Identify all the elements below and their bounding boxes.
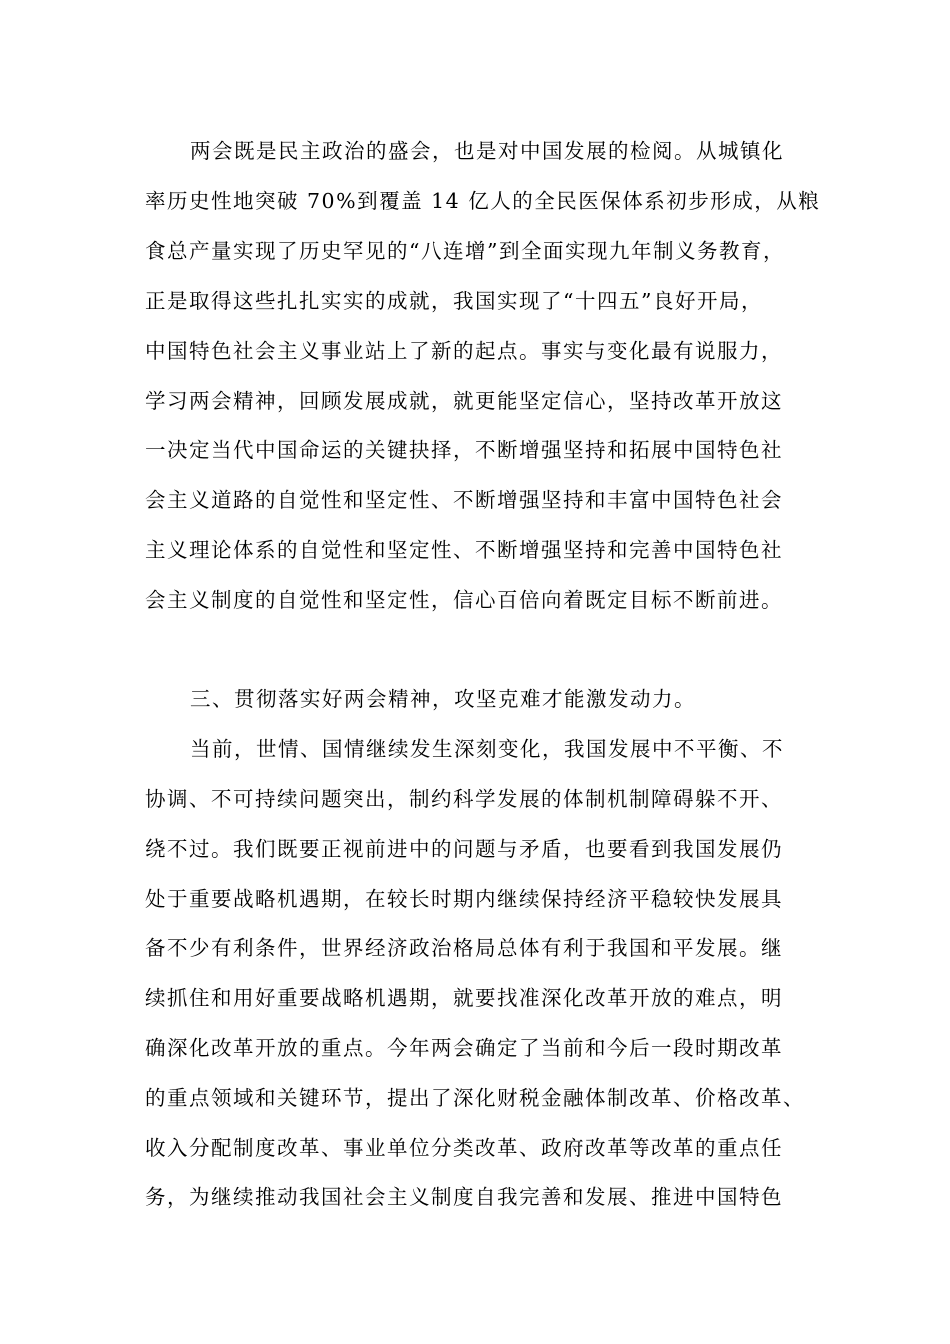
paragraph-line: 确深化改革开放的重点。今年两会确定了当前和今后一段时期改革 [145, 1036, 783, 1060]
paragraph-line: 率历史性地突破 70%到覆盖 14 亿人的全民医保体系初步形成，从粮 [145, 189, 821, 213]
paragraph-line: 当前，世情、国情继续发生深刻变化，我国发展中不平衡、不 [190, 737, 784, 761]
paragraph-line: 备不少有利条件，世界经济政治格局总体有利于我国和平发展。继 [145, 936, 783, 960]
paragraph-line: 主义理论体系的自觉性和坚定性、不断增强坚持和完善中国特色社 [145, 538, 783, 562]
paragraph-line: 续抓住和用好重要战略机遇期，就要找准深化改革开放的难点，明 [145, 986, 783, 1010]
paragraph-line: 的重点领域和关键环节，提出了深化财税金融体制改革、价格改革、 [145, 1086, 805, 1110]
paragraph-line: 食总产量实现了历史罕见的“八连增”到全面实现九年制义务教育， [145, 239, 785, 263]
paragraph-line: 会主义道路的自觉性和坚定性、不断增强坚持和丰富中国特色社会 [145, 488, 783, 512]
paragraph-line: 正是取得这些扎扎实实的成就，我国实现了“十四五”良好开局， [145, 289, 763, 313]
section-heading: 三、贯彻落实好两会精神，攻坚克难才能激发动力。 [190, 687, 696, 711]
paragraph-line: 绕不过。我们既要正视前进中的问题与矛盾，也要看到我国发展仍 [145, 837, 783, 861]
paragraph-line: 会主义制度的自觉性和坚定性，信心百倍向着既定目标不断前进。 [145, 588, 783, 612]
paragraph-line: 中国特色社会主义事业站上了新的起点。事实与变化最有说服力， [145, 339, 783, 363]
paragraph-line: 一决定当代中国命运的关键抉择，不断增强坚持和拓展中国特色社 [145, 438, 783, 462]
paragraph-line: 务，为继续推动我国社会主义制度自我完善和发展、推进中国特色 [145, 1185, 783, 1209]
paragraph-line: 学习两会精神，回顾发展成就，就更能坚定信心，坚持改革开放这 [145, 389, 783, 413]
paragraph-line: 收入分配制度改革、事业单位分类改革、政府改革等改革的重点任 [145, 1136, 783, 1160]
paragraph-line: 处于重要战略机遇期，在较长时期内继续保持经济平稳较快发展具 [145, 887, 783, 911]
paragraph-line: 两会既是民主政治的盛会，也是对中国发展的检阅。从城镇化 [190, 139, 784, 163]
paragraph-line: 协调、不可持续问题突出，制约科学发展的体制机制障碍躲不开、 [145, 787, 783, 811]
